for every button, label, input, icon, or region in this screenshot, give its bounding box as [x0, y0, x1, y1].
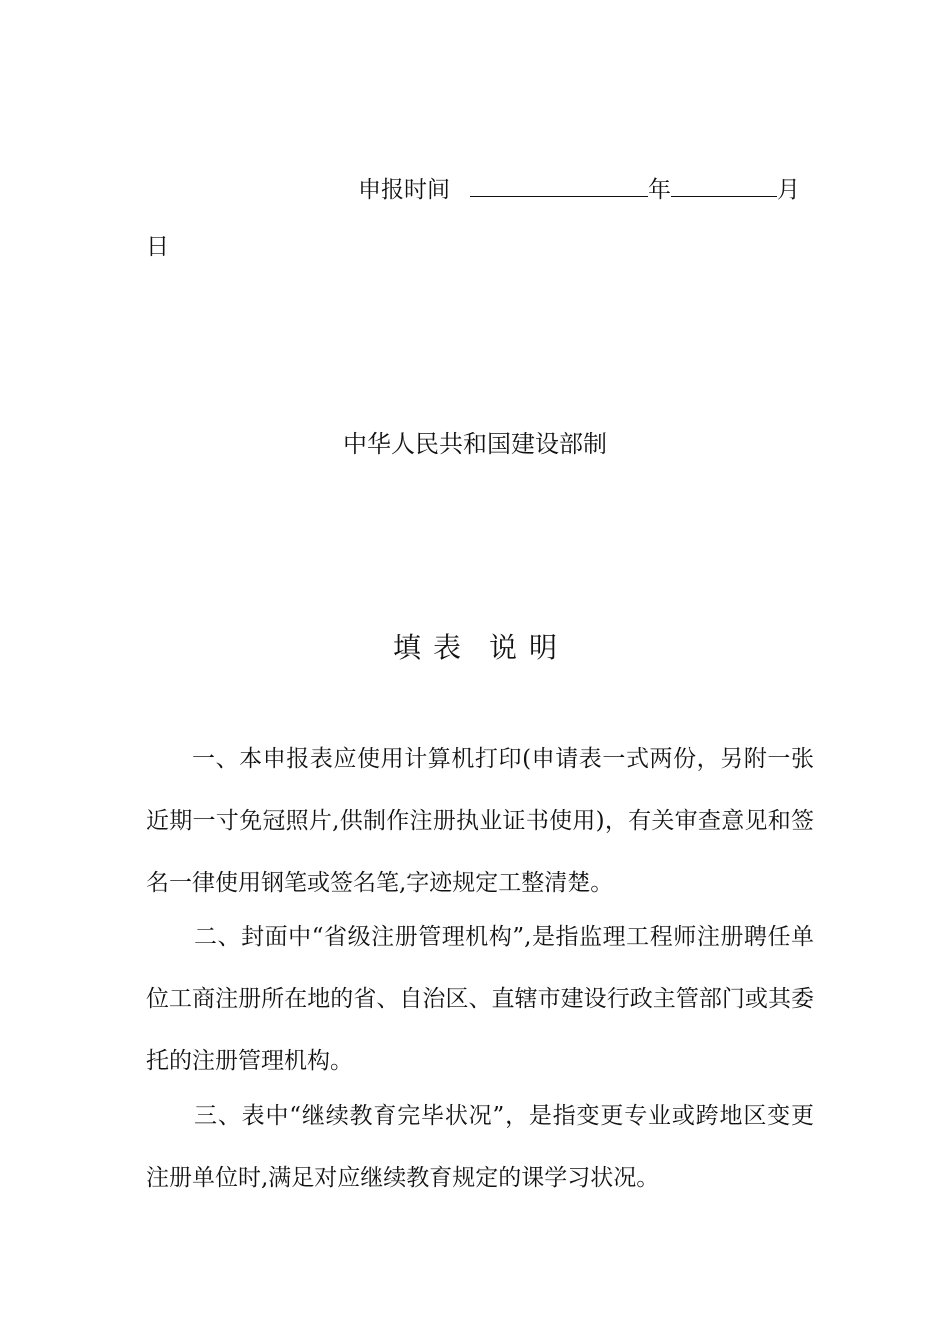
year-label: 年 [648, 177, 671, 203]
day-label: 日 [146, 234, 169, 260]
title-char: 说 [489, 631, 518, 664]
month-label: 月 [777, 177, 800, 203]
title-char: 表 [432, 631, 461, 664]
publisher-line: 中华人民共和国建设部制 [343, 430, 607, 458]
instruction-paragraph-2: 二、封面中“省级注册管理机构”,是指监理工程师注册聘任单位工商注册所在地的省、自治区、直辖市建设行政主管部门或其委托的注册管理机构。 [146, 924, 814, 1074]
year-blank [470, 172, 648, 197]
title-char: 明 [529, 631, 558, 664]
instruction-paragraph-1: 一、本申报表应使用计算机打印(申请表一式两份，另附一张近期一寸免冠照片,供制作注册执业证书使用)，有关审查意见和签名一律使用钢笔或签名笔,字迹规定工整清楚。 [146, 746, 814, 896]
application-date-line [358, 172, 800, 205]
title-char: 填 [392, 631, 421, 664]
month-blank [671, 172, 777, 197]
instructions-title [0, 630, 950, 666]
instruction-paragraph-3: 三、表中“继续教育完毕状况”，是指变更专业或跨地区变更注册单位时,满足对应继续教育规定的课学习状况。 [146, 1103, 814, 1191]
date-label: 申报时间 [358, 177, 450, 203]
